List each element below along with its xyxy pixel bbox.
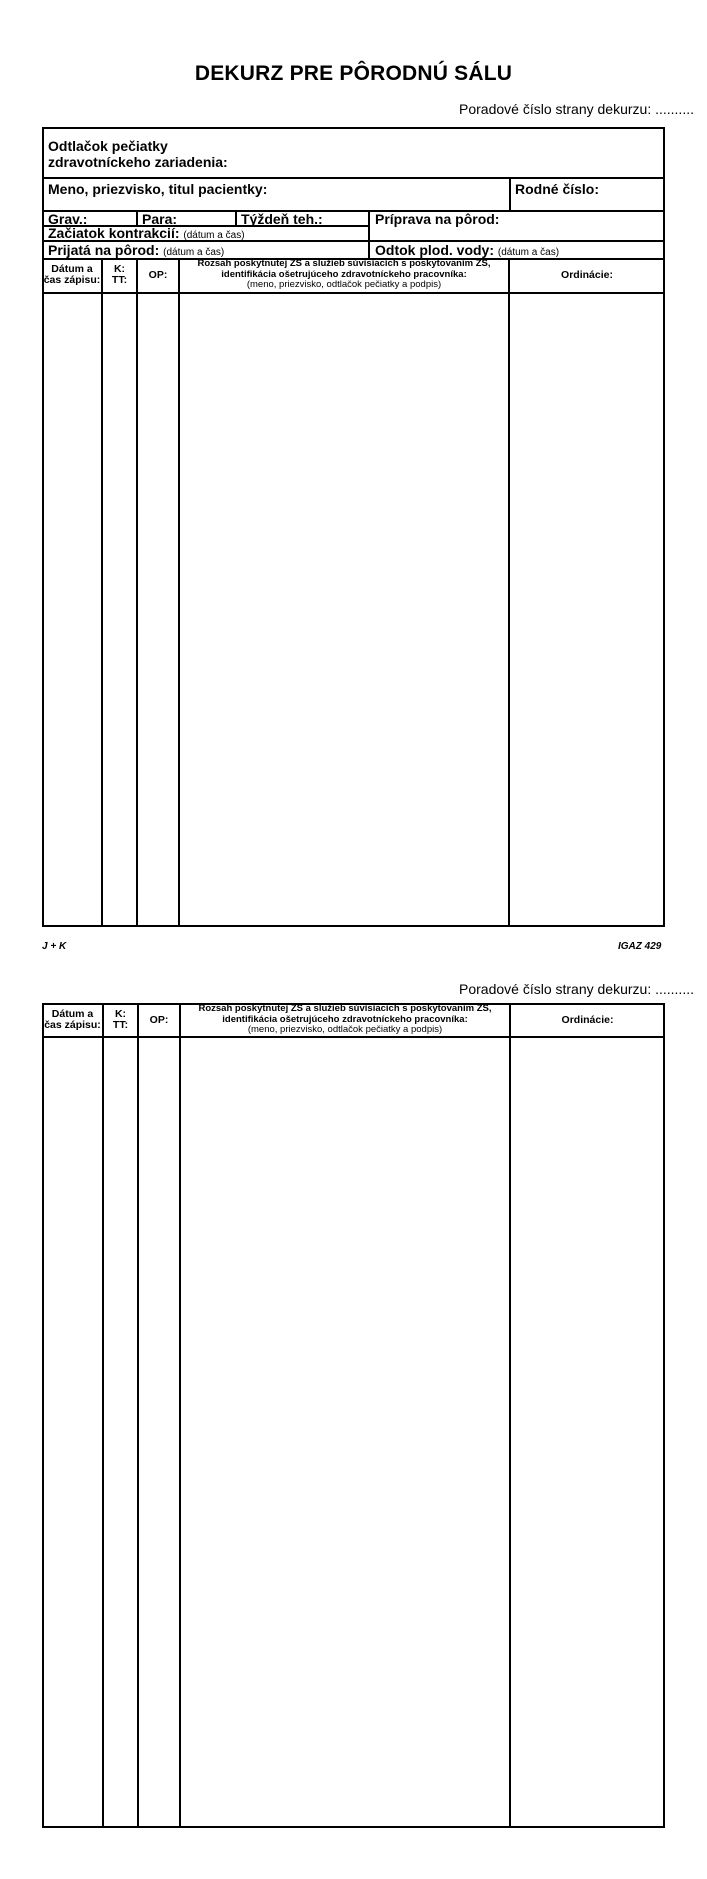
page-number-label: Poradové číslo strany dekurzu: .......... xyxy=(459,101,694,117)
document-title: DEKURZ PRE PÔRODNÚ SÁLU xyxy=(194,62,513,85)
column-header-orders: Ordinácie: xyxy=(561,1014,614,1026)
para-field[interactable]: Para: xyxy=(142,211,178,227)
column-header-orders: Ordinácie: xyxy=(561,269,613,281)
column-header-date: Dátum a čas zápisu: xyxy=(44,1008,101,1031)
footer-left-code: J + K xyxy=(42,941,67,952)
form-frame xyxy=(42,1003,665,1828)
water-break-field[interactable]: Odtok plod. vody: (dátum a čas) xyxy=(375,242,560,258)
birth-number-field[interactable]: Rodné číslo: xyxy=(515,181,600,197)
column-header-k-tt: K: TT: xyxy=(111,263,128,286)
column-header-scope: Rozsah poskytnutej ZS a služieb súvisiacich s poskytovaním ZS, identifikácia ošetrujúceho zdravotníckeho pracovníka: (meno, priezvisko, odtlačok pečiatky a podpis) xyxy=(198,1003,492,1035)
column-header-op: OP: xyxy=(148,269,168,281)
column-header-date: Dátum a čas zápisu: xyxy=(43,263,101,286)
contractions-field[interactable]: Začiatok kontrakcií: (dátum a čas) xyxy=(48,225,245,241)
preparation-field[interactable]: Príprava na pôrod: xyxy=(375,211,500,227)
column-header-scope: Rozsah poskytnutej ZS a služieb súvisiacich s poskytovaním ZS, identifikácia ošetrujúceho zdravotníckeho pracovníka: (meno, priezvisko, odtlačok pečiatky a podpis) xyxy=(197,258,491,290)
pregnancy-week-field[interactable]: Týždeň teh.: xyxy=(241,211,323,227)
grav-field[interactable]: Grav.: xyxy=(48,211,88,227)
page-number-label: Poradové číslo strany dekurzu: .......... xyxy=(459,981,694,997)
column-header-k-tt: K: TT: xyxy=(112,1008,129,1031)
footer-right-code: IGAZ 429 xyxy=(618,941,662,952)
stamp-label: Odtlačok pečiatky zdravotníckeho zariadenia: xyxy=(48,138,228,170)
column-header-op: OP: xyxy=(149,1014,169,1026)
patient-name-field[interactable]: Meno, priezvisko, titul pacientky: xyxy=(48,181,268,197)
admitted-field[interactable]: Prijatá na pôrod: (dátum a čas) xyxy=(48,242,225,258)
